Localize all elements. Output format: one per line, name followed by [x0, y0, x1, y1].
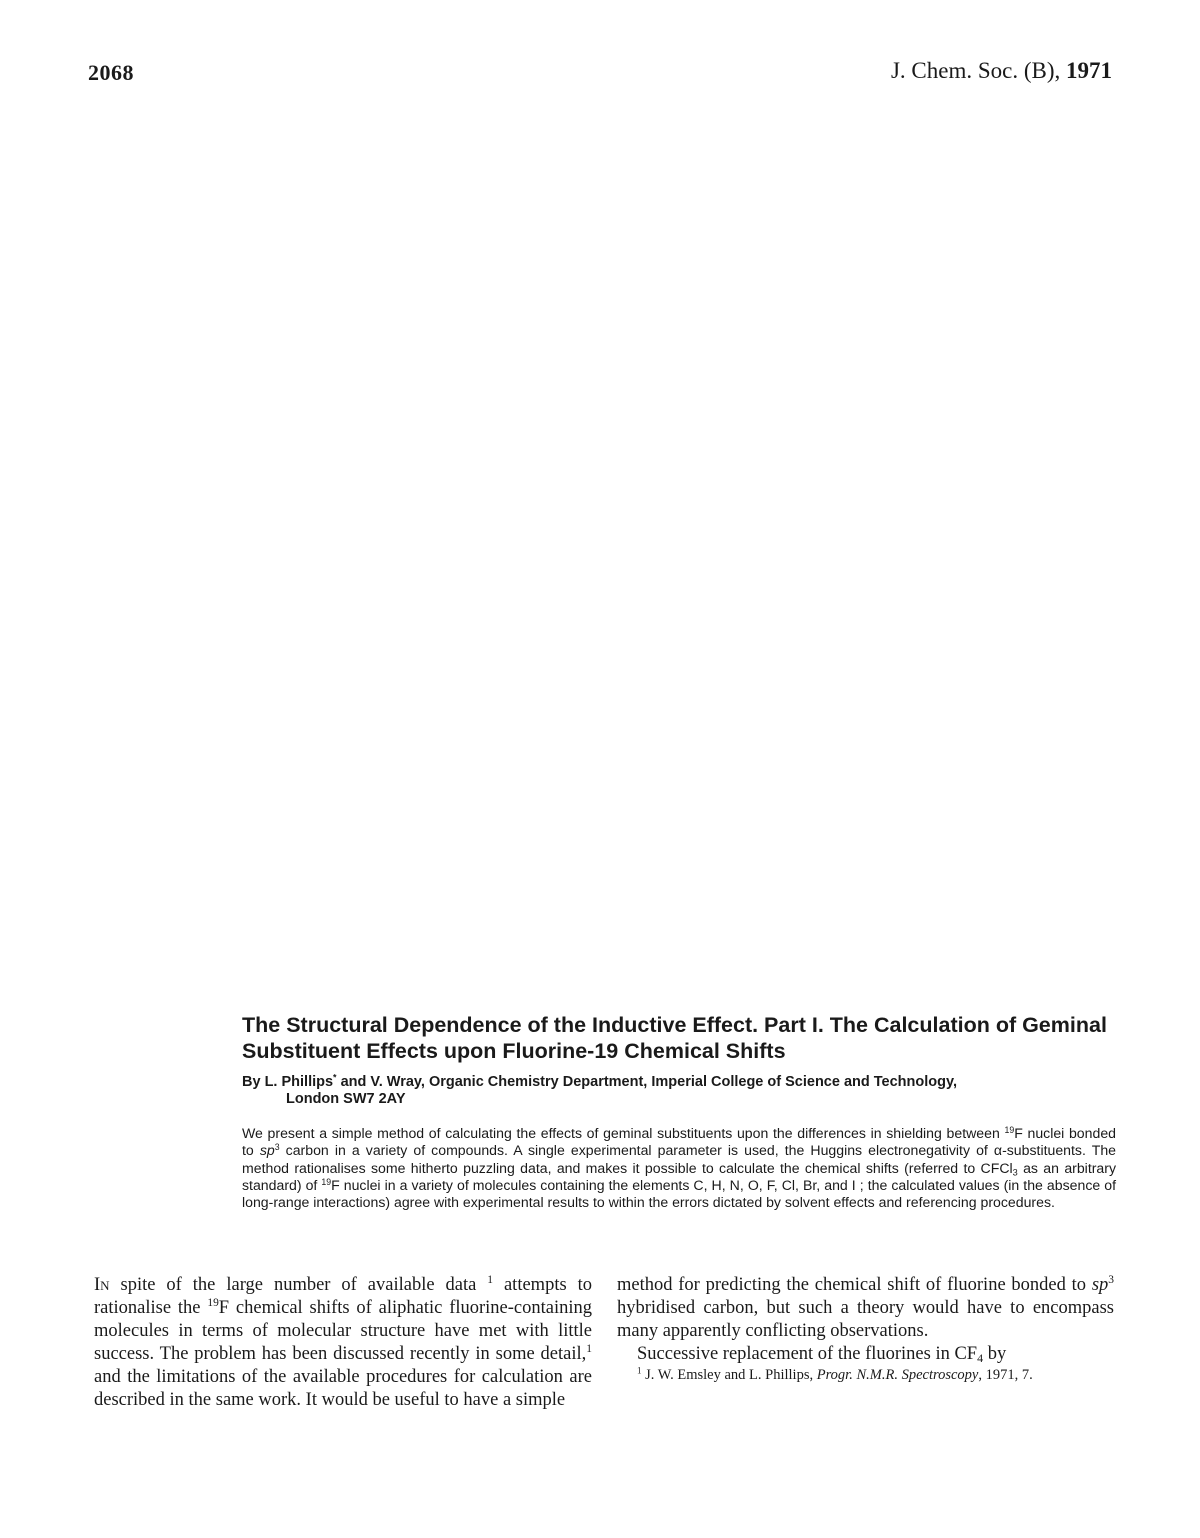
author-wray: and V. Wray,: [336, 1074, 429, 1090]
body-paragraph: Successive replacement of the fluorines in $CF_4$ by: [637, 1344, 1007, 1366]
body-paragraph: In spite of the large number of available data $^1$ attempts to rationalise the $^{19}$F chemical shifts of aliphatic fluorine-containing molecules in terms of molecular structure have met with little success. The problem has been discussed recently in some detail,$^1$ and the limitations of the available procedures for calculation are described in the same work. It would be useful to have a simple: [94, 1274, 593, 1411]
reference-marker: 1: [487, 1274, 494, 1287]
abstract: We present a simple method of calculating the effects of geminal substituents upon the differences in shielding between $^{19}$F nuclei bonded to $sp^3$ carbon in a variety of compounds. A single experimental parameter is used, the Huggins electronegativity of α-substituents. The method rationalises some hitherto puzzling data, and makes it possible to calculate the chemical shifts (referred to CFCl$_3$ as an arbitrary standard) of $^{19}$F nuclei in a variety of molecules containing the elements C, H, N, O, F, Cl, Br, and I ; the calculated values (in the absence of long-range interactions) agree with experimental results to within the errors dictated by solvent effects and referencing procedures.: [242, 1124, 1117, 1211]
running-head: [891, 58, 1112, 84]
body-column-left: [94, 1274, 592, 1413]
affiliation: Organic Chemistry Department, Imperial College of Science and Technology,: [428, 1074, 958, 1090]
journal-name: J. Chem. Soc. (B),: [890, 58, 1066, 83]
footnote-number: 1: [637, 1365, 642, 1376]
body-column-right: [617, 1274, 1114, 1384]
corresponding-asterisk: *: [333, 1072, 337, 1083]
drop-cap: In: [94, 1275, 110, 1295]
affiliation-city: London SW7 2AY: [286, 1091, 406, 1107]
reference-marker: 1: [586, 1343, 592, 1356]
author-phillips: By L. Phillips: [242, 1074, 334, 1090]
page-number: 2068: [88, 60, 134, 85]
article-title: The Structural Dependence of the Inductive Effect. Part I. The Calculation of Geminal Substituent Effects upon Fluorine-19 Chemical Shifts: [242, 1013, 1107, 1063]
footnote-journal: Progr. N.M.R. Spectroscopy: [816, 1367, 979, 1384]
footnote-details: , 1971, 7.: [978, 1367, 1033, 1384]
byline: [242, 1074, 1116, 1108]
journal-year: 1971: [1066, 58, 1112, 83]
body-paragraph: method for predicting the chemical shift of fluorine bonded to $sp^3$ hybridised carbon, but such a theory would have to encompass many apparently conflicting observations.: [617, 1274, 1114, 1342]
footnote: [617, 1366, 1114, 1384]
footnote-authors: J. W. Emsley and L. Phillips,: [641, 1367, 817, 1384]
